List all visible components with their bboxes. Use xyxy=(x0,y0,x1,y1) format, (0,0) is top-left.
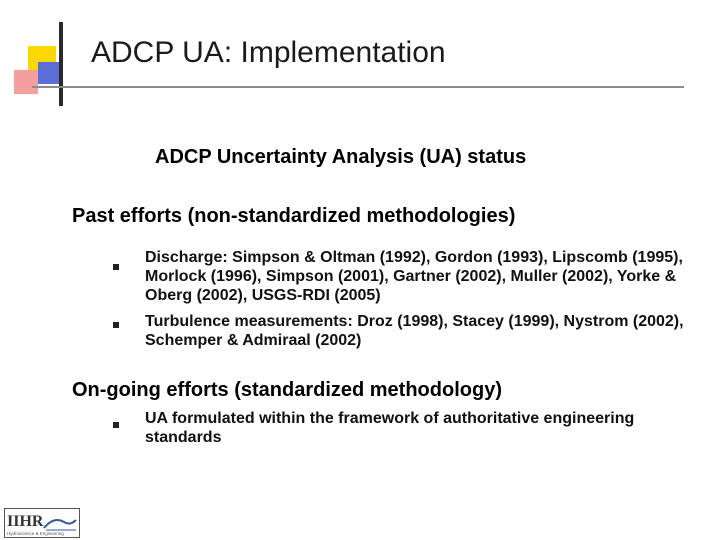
red-square-decoration xyxy=(14,70,38,94)
svg-text:IIHR: IIHR xyxy=(7,513,44,530)
bullet-item-turbulence: Turbulence measurements: Droz (1998), Stacey (1999), Nystrom (2002), Schemper & Admiraal (2002) xyxy=(145,313,684,349)
iihr-logo xyxy=(4,508,80,538)
slide-subtitle: ADCP Uncertainty Analysis (UA) status xyxy=(155,146,527,168)
section-heading-past: Past efforts (non-standardized methodologies) xyxy=(72,205,516,227)
bullet-item-ua-formulated: UA formulated within the framework of authoritative engineering standards xyxy=(145,410,635,446)
horizontal-rule xyxy=(32,86,684,88)
slide-title: ADCP UA: Implementation xyxy=(91,36,446,69)
svg-text:Hydroscience & Engineering: Hydroscience & Engineering xyxy=(7,531,64,536)
bullet-square-icon xyxy=(113,422,119,428)
section-heading-ongoing: On-going efforts (standardized methodology) xyxy=(72,379,502,401)
blue-square-decoration xyxy=(38,62,60,84)
vertical-rule xyxy=(59,22,63,106)
bullet-square-icon xyxy=(113,322,119,328)
bullet-item-discharge: Discharge: Simpson & Oltman (1992), Gordon (1993), Lipscomb (1995), Morlock (1996), Simpson (2001), Gartner (2002), Muller (2002), Yorke & Oberg (2002), USGS-RDI (2005) xyxy=(145,249,683,304)
bullet-square-icon xyxy=(113,264,119,270)
